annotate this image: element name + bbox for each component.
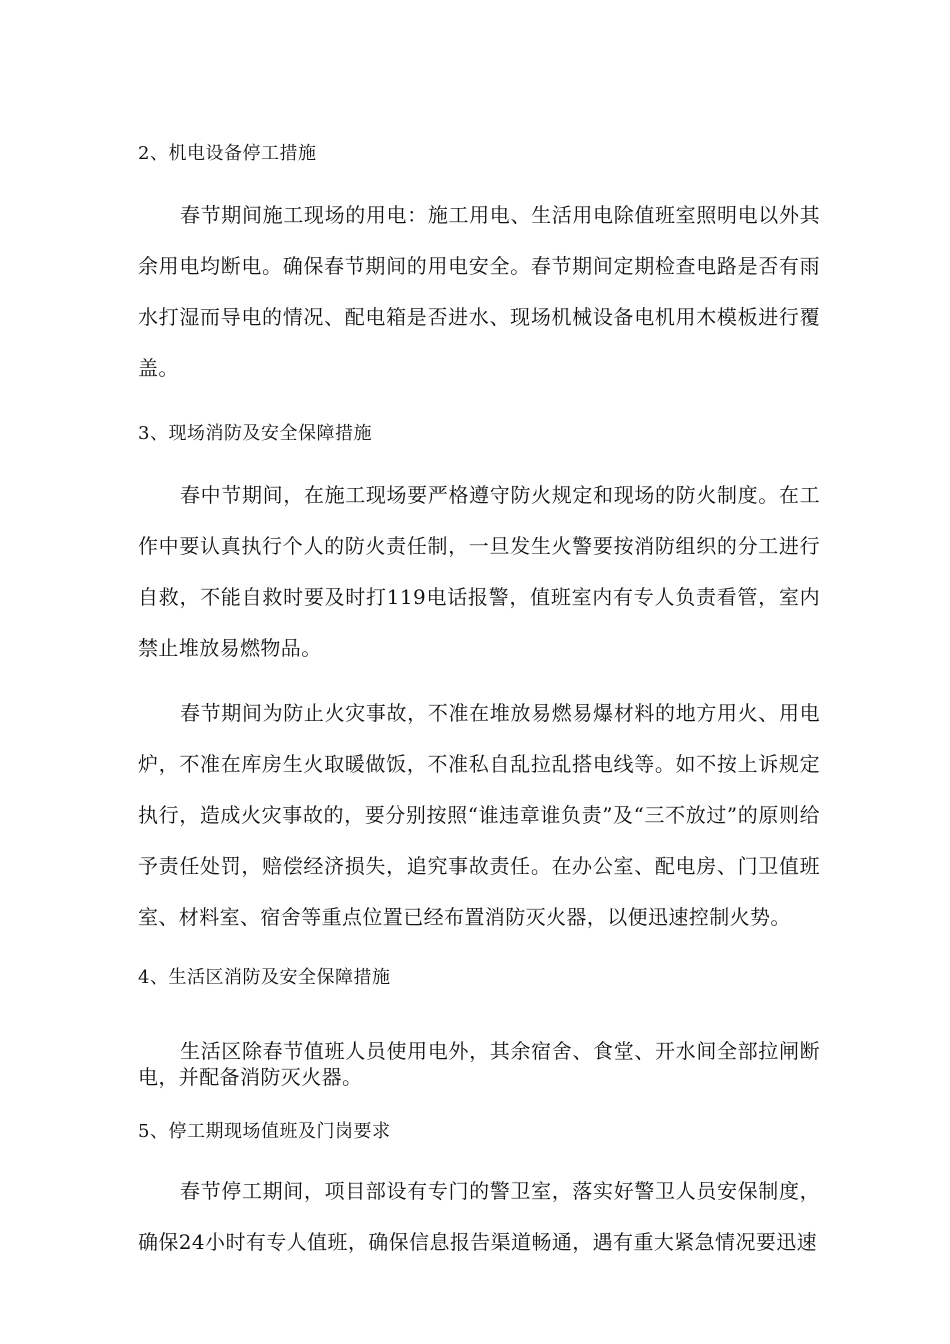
document-page xyxy=(138,0,820,1344)
paragraph-fire-prevention: 春节期间为防止火灾事故，不准在堆放易燃易爆材料的地方用火、用电炉，不准在库房生火取暖做饭，不准私自乱拉乱搭电线等。如不按上诉规定执行，造成火灾事故的，要分别按照“谁违章谁负责”及“三不放过”的原则给予责任处罚，赔偿经济损失，追究事故责任。在办公室、配电房、门卫值班室、材料室、宿舍等重点位置已经布置消防灭火器，以便迅速控制火势。 xyxy=(138,701,820,929)
paragraph-duty-requirements: 春节停工期间，项目部设有专门的警卫室，落实好警卫人员安保制度，确保24小时有专人值班，确保信息报告渠道畅通，遇有重大紧急情况要迅速 xyxy=(138,1179,820,1254)
section-heading-2: 2、机电设备停工措施 xyxy=(138,143,317,164)
paragraph-fire-rules: 春中节期间，在施工现场要严格遵守防火规定和现场的防火制度。在工作中要认真执行个人的防火责任制，一旦发生火警要按消防组织的分工进行自救，不能自救时要及时打119电话报警，值班室内有专人负责看管，室内禁止堆放易燃物品。 xyxy=(138,483,820,660)
paragraph-power-shutdown: 春节期间施工现场的用电：施工用电、生活用电除值班室照明电以外其余用电均断电。确保春节期间的用电安全。春节期间定期检查电路是否有雨水打湿而导电的情况、配电箱是否进水、现场机械设备电机用木模板进行覆盖。 xyxy=(138,203,820,380)
paragraph-living-area: 生活区除春节值班人员使用电外，其余宿舍、食堂、开水间全部拉闸断电，并配备消防灭火器。 xyxy=(138,1039,820,1089)
section-heading-3: 3、现场消防及安全保障措施 xyxy=(138,423,372,444)
section-heading-4: 4、生活区消防及安全保障措施 xyxy=(138,967,391,988)
section-heading-5: 5、停工期现场值班及门岗要求 xyxy=(138,1121,391,1142)
